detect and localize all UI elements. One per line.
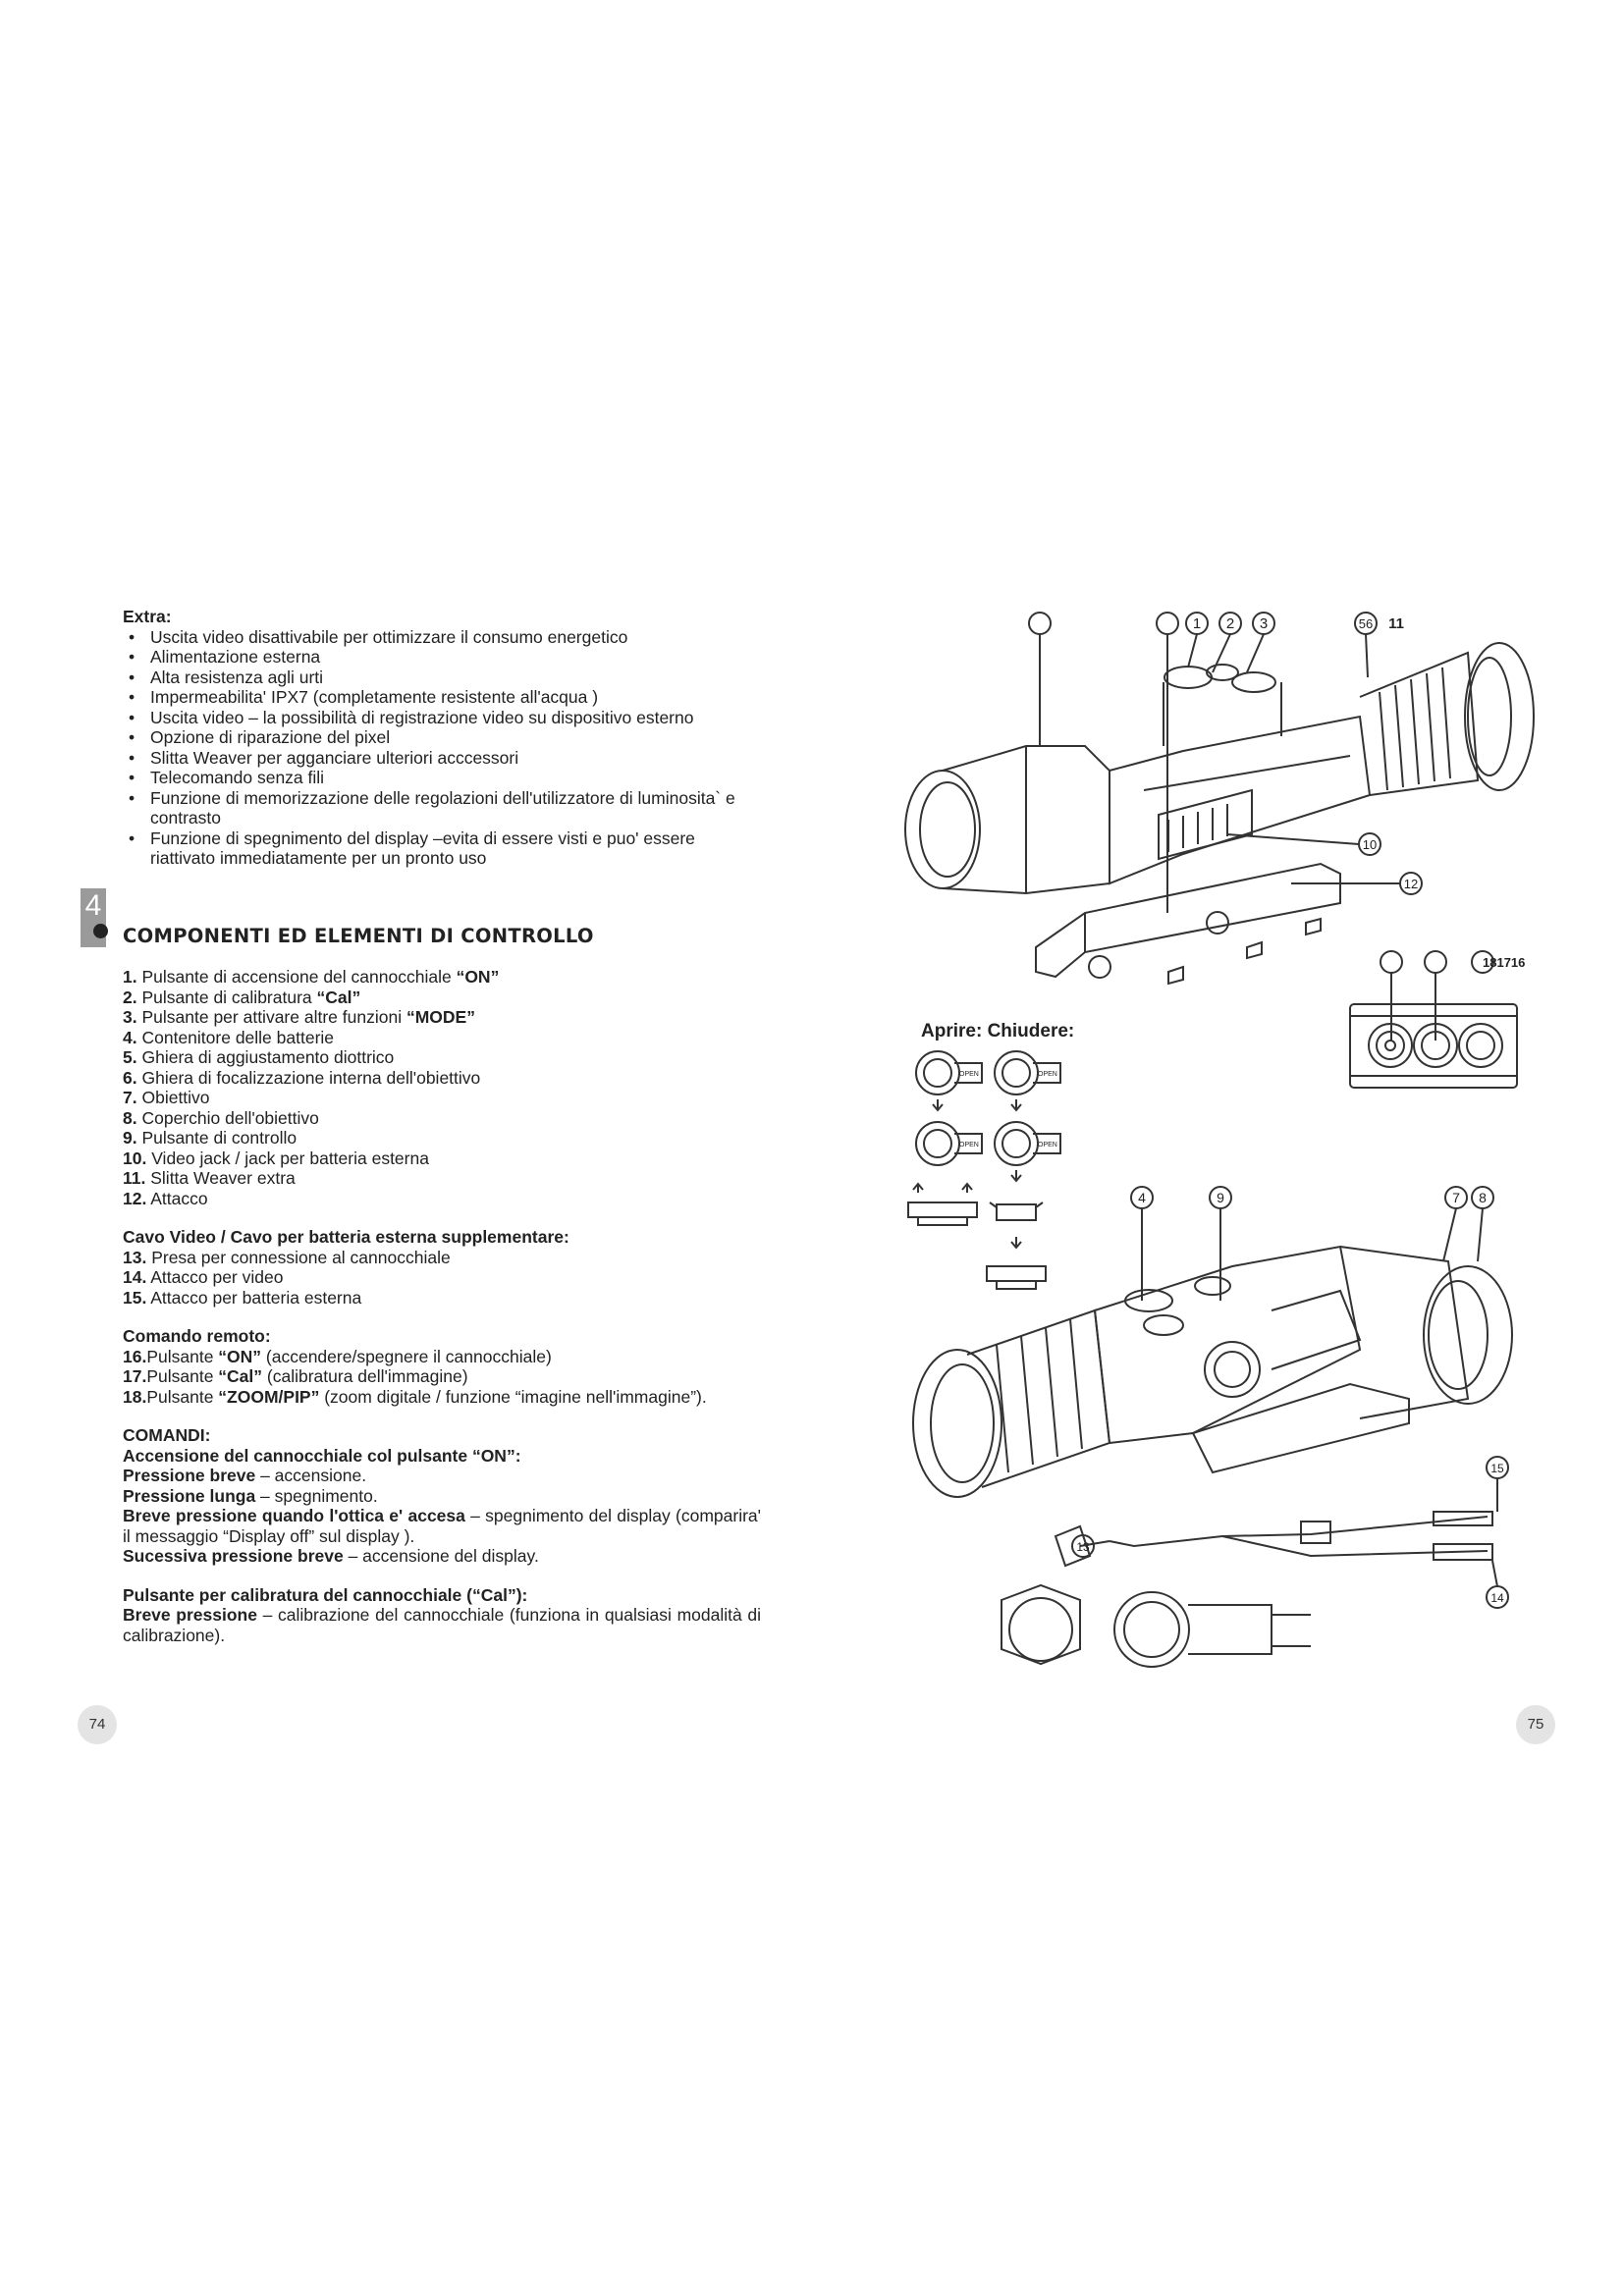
list-item: 5. Ghiera di aggiustamento diottrico bbox=[123, 1047, 395, 1067]
paragraph: Pressione lunga – spegnimento. bbox=[123, 1485, 378, 1506]
list-item: 9. Pulsante di controllo bbox=[123, 1128, 298, 1148]
page-number-right: 75 bbox=[1516, 1705, 1555, 1744]
extra-list bbox=[123, 627, 761, 869]
list-item: • Alimentazione esterna bbox=[123, 647, 761, 667]
remote-control-figure bbox=[1345, 937, 1571, 1104]
list-item: • Funzione di spegnimento del display –evita di essere visti e puo' essere riattivato immediatamente per un pronto uso bbox=[123, 828, 761, 869]
paragraph: Pressione breve – accensione. bbox=[123, 1466, 367, 1485]
scope-top-figure bbox=[889, 599, 1556, 991]
callout-15-label: 15 bbox=[1490, 1462, 1504, 1475]
list-item: 15. Attacco per batteria esterna bbox=[123, 1287, 362, 1308]
list-item: • Impermeabilita' IPX7 (completamente resistente all'acqua ) bbox=[123, 687, 761, 708]
section-title: COMPONENTI ED ELEMENTI DI CONTROLLO bbox=[123, 925, 594, 947]
list-item: 13. Presa per connessione al cannocchiale bbox=[123, 1247, 451, 1267]
list-item: • Telecomando senza fili bbox=[123, 768, 761, 788]
list-item: • Opzione di riparazione del pixel bbox=[123, 727, 761, 748]
commands-heading: COMANDI: bbox=[123, 1425, 211, 1445]
list-item: 1. Pulsante di accensione del cannocchiale “ON” bbox=[123, 967, 500, 987]
list-item: 2. Pulsante di calibratura “Cal” bbox=[123, 987, 361, 1007]
list-item: • Alta resistenza agli urti bbox=[123, 667, 761, 688]
paragraph: Breve pressione – calibrazione del cannocchiale (funziona in qualsiasi modalità di calibrazione). bbox=[123, 1605, 762, 1645]
paragraph: Sucessiva pressione breve – accensione del display. bbox=[123, 1546, 539, 1566]
open-label: OPEN bbox=[1038, 1071, 1057, 1078]
open-label: OPEN bbox=[1038, 1142, 1057, 1148]
list-item: 6. Ghiera di focalizzazione interna dell'obiettivo bbox=[123, 1067, 481, 1088]
list-item: • Funzione di memorizzazione delle regolazioni dell'utilizzatore di luminosita` e contrasto bbox=[123, 788, 761, 828]
callout-7-label: 7 bbox=[1452, 1190, 1460, 1205]
list-item: 16.Pulsante “ON” (accendere/spegnere il cannocchiale) bbox=[123, 1346, 552, 1366]
cal-heading: Pulsante per calibratura del cannocchiale (“Cal”): bbox=[123, 1584, 528, 1605]
open-label: OPEN bbox=[959, 1071, 979, 1078]
section-number-tab: 4 bbox=[81, 888, 106, 947]
callout-circle bbox=[1157, 613, 1178, 634]
callout-9-label: 9 bbox=[1217, 1190, 1224, 1205]
scope-bottom-figure bbox=[898, 1173, 1527, 1674]
callout-56-label: 56 bbox=[1358, 616, 1374, 631]
callout-2-label: 2 bbox=[1225, 615, 1235, 632]
list-item: 11. Slitta Weaver extra bbox=[123, 1168, 296, 1188]
list-item: 8. Coperchio dell'obiettivo bbox=[123, 1107, 319, 1128]
callout-4-label: 4 bbox=[1138, 1190, 1146, 1205]
battery-caption: Aprire: Chiudere: bbox=[921, 1021, 1075, 1041]
extra-heading: Extra: bbox=[123, 607, 172, 626]
callout-3-label: 3 bbox=[1259, 615, 1269, 632]
list-item: 18.Pulsante “ZOOM/PIP” (zoom digitale / funzione “imagine nell'immagine”). bbox=[123, 1386, 707, 1407]
list-item: 7. Obiettivo bbox=[123, 1088, 210, 1107]
callout-14-label: 14 bbox=[1490, 1591, 1504, 1605]
list-item: 12. Attacco bbox=[123, 1188, 208, 1208]
cable-heading: Cavo Video / Cavo per batteria esterna supplementare: bbox=[123, 1227, 569, 1247]
list-item: • Uscita video disattivabile per ottimizzare il consumo energetico bbox=[123, 627, 761, 648]
page-number-left: 74 bbox=[78, 1705, 117, 1744]
callout-11-label: 11 bbox=[1388, 615, 1404, 632]
callout-13-label: 13 bbox=[1076, 1540, 1090, 1554]
components-section bbox=[123, 967, 761, 1645]
section-bullet-icon bbox=[93, 924, 108, 938]
list-item: 3. Pulsante per attivare altre funzioni “MODE” bbox=[123, 1007, 475, 1027]
list-item: 4. Contenitore delle batterie bbox=[123, 1027, 335, 1047]
extra-section bbox=[123, 607, 761, 869]
open-label: OPEN bbox=[959, 1142, 979, 1148]
callout-circle bbox=[1029, 613, 1051, 634]
paragraph: Breve pressione quando l'ottica e' accesa – spegnimento del display (comparira' il messaggio “Display off” sul display ). bbox=[123, 1506, 761, 1546]
list-item: 10. Video jack / jack per batteria esterna bbox=[123, 1148, 429, 1168]
callout-8-label: 8 bbox=[1479, 1190, 1487, 1205]
callout-181716-label: 181716 bbox=[1483, 955, 1526, 970]
callout-10-label: 10 bbox=[1362, 837, 1378, 852]
power-heading: Accensione del cannocchiale col pulsante “ON”: bbox=[123, 1445, 521, 1466]
list-item: 17.Pulsante “Cal” (calibratura dell'immagine) bbox=[123, 1366, 468, 1386]
list-item: • Slitta Weaver per agganciare ulteriori acccessori bbox=[123, 748, 761, 769]
list-item: 14. Attacco per video bbox=[123, 1267, 284, 1287]
callout-12-label: 12 bbox=[1403, 877, 1419, 891]
callout-1-label: 1 bbox=[1192, 615, 1202, 632]
components-list bbox=[123, 967, 761, 1208]
remote-heading: Comando remoto: bbox=[123, 1326, 271, 1346]
list-item: • Uscita video – la possibilità di registrazione video su dispositivo esterno bbox=[123, 708, 761, 728]
